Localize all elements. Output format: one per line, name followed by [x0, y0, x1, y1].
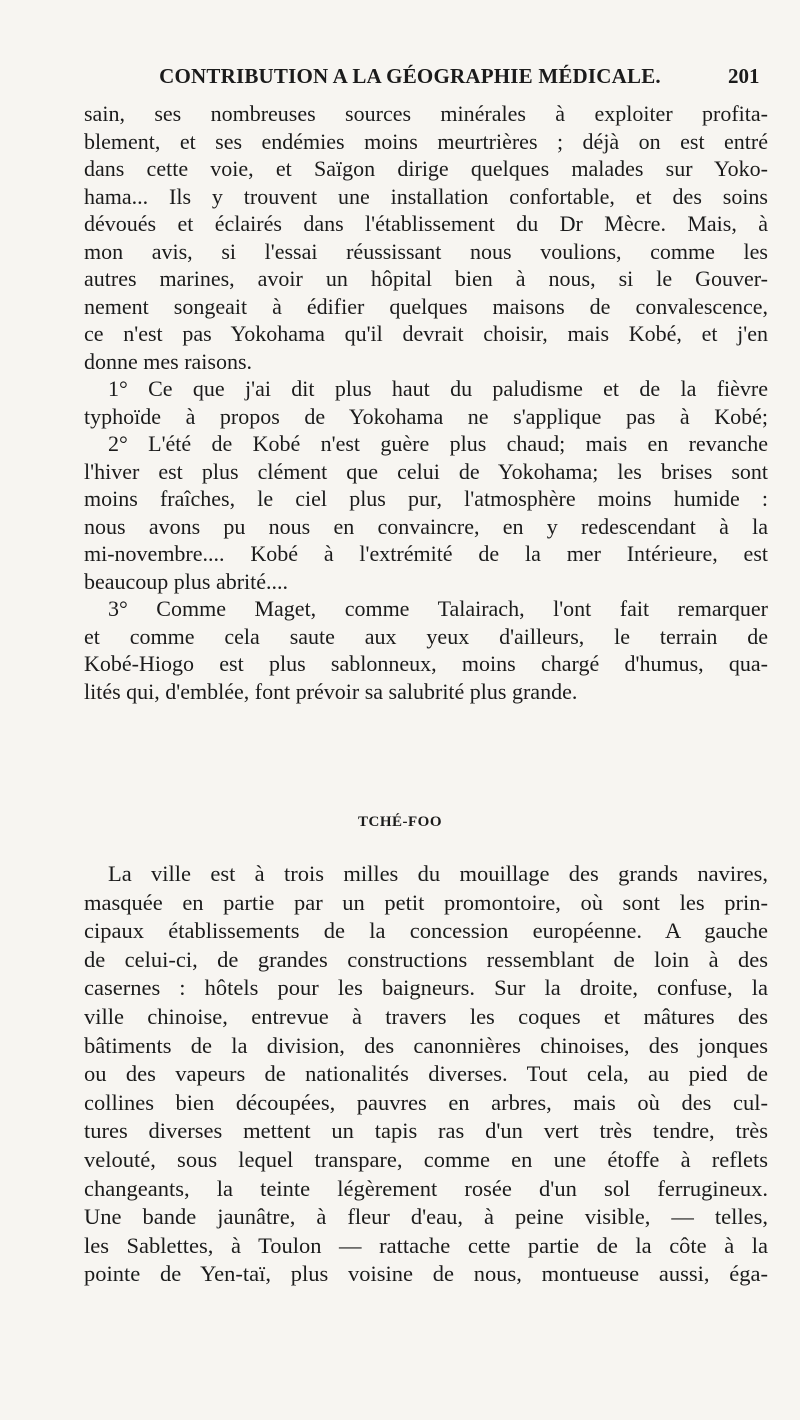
text-line: cipaux établissements de la concession européenne. A gauche [84, 918, 768, 944]
text-line: beaucoup plus abrité.... [84, 568, 289, 594]
text-line: blement, et ses endémies moins meurtrières ; déjà on est entré [84, 128, 768, 154]
paragraph-block-kobe [84, 100, 768, 705]
text-line: lités qui, d'emblée, font prévoir sa salubrité plus grande. [84, 678, 578, 704]
text-line: La ville est à trois milles du mouillage des grands navires, [108, 861, 768, 886]
section-title: TCHÉ-FOO [357, 814, 442, 830]
text-line: tures diverses mettent un tapis ras d'un vert très tendre, très [84, 1118, 768, 1144]
text-line: bâtiments de la division, des canonnières chinoises, des jonques [84, 1032, 768, 1058]
text-line: casernes : hôtels pour les baigneurs. Sur la droite, confuse, la [84, 975, 768, 1001]
text-line: mi-novembre.... Kobé à l'extrémité de la mer Intérieure, est [84, 541, 768, 566]
text-line: mon avis, si l'essai réussissant nous voulions, comme les [84, 238, 768, 264]
paragraph-block-tche-foo [84, 860, 768, 1289]
text-line: sain, ses nombreuses sources minérales à exploiter profita- [84, 101, 768, 126]
text-line: 2° L'été de Kobé n'est guère plus chaud; mais en revanche [108, 431, 768, 456]
text-line: velouté, sous lequel transpare, comme en une étoffe à reflets [84, 1146, 768, 1172]
text-line: ou des vapeurs de nationalités diverses. Tout cela, au pied de [84, 1061, 768, 1087]
text-line: changeants, la teinte légèrement rosée d'un sol ferrugineux. [84, 1175, 768, 1201]
text-line: dévoués et éclairés dans l'établissement du Dr Mècre. Mais, à [84, 211, 768, 236]
text-line: moins fraîches, le ciel plus pur, l'atmosphère moins humide : [84, 486, 768, 511]
text-line: donne mes raisons. [84, 348, 253, 374]
text-line: de celui-ci, de grandes constructions ressemblant de loin à des [84, 946, 768, 972]
text-line: 3° Comme Maget, comme Talairach, l'ont fait remarquer [108, 596, 768, 621]
page-number: 201 [728, 64, 760, 88]
text-line: masquée en partie par un petit promontoire, où sont les prin- [84, 889, 768, 915]
text-line: nement songeait à édifier quelques maisons de convalescence, [84, 293, 768, 319]
text-line: et comme cela saute aux yeux d'ailleurs, le terrain de [84, 623, 768, 649]
text-line: ville chinoise, entrevue à travers les coques et mâtures des [84, 1003, 768, 1029]
text-line: Kobé-Hiogo est plus sablonneux, moins chargé d'humus, qua- [84, 651, 768, 676]
text-line: dans cette voie, et Saïgon dirige quelques malades sur Yoko- [84, 156, 768, 181]
text-line: 1° Ce que j'ai dit plus haut du paludisme et de la fièvre [108, 376, 768, 401]
text-line: nous avons pu nous en convaincre, en y redescendant à la [84, 513, 768, 539]
text-line: autres marines, avoir un hôpital bien à nous, si le Gouver- [84, 266, 768, 291]
text-line: ce n'est pas Yokohama qu'il devrait choisir, mais Kobé, et j'en [84, 321, 768, 346]
text-line: collines bien découpées, pauvres en arbres, mais où des cul- [84, 1089, 768, 1115]
text-line: Une bande jaunâtre, à fleur d'eau, à peine visible, — telles, [84, 1204, 768, 1230]
text-line: l'hiver est plus clément que celui de Yokohama; les brises sont [84, 458, 768, 484]
text-line: typhoïde à propos de Yokohama ne s'applique pas à Kobé; [84, 403, 768, 429]
text-line: hama... Ils y trouvent une installation confortable, et des soins [84, 183, 768, 209]
text-line: les Sablettes, à Toulon — rattache cette partie de la côte à la [84, 1232, 768, 1258]
text-line: pointe de Yen-taï, plus voisine de nous, montueuse aussi, éga- [84, 1261, 768, 1287]
running-title: CONTRIBUTION A LA GÉOGRAPHIE MÉDICALE. [159, 64, 661, 88]
